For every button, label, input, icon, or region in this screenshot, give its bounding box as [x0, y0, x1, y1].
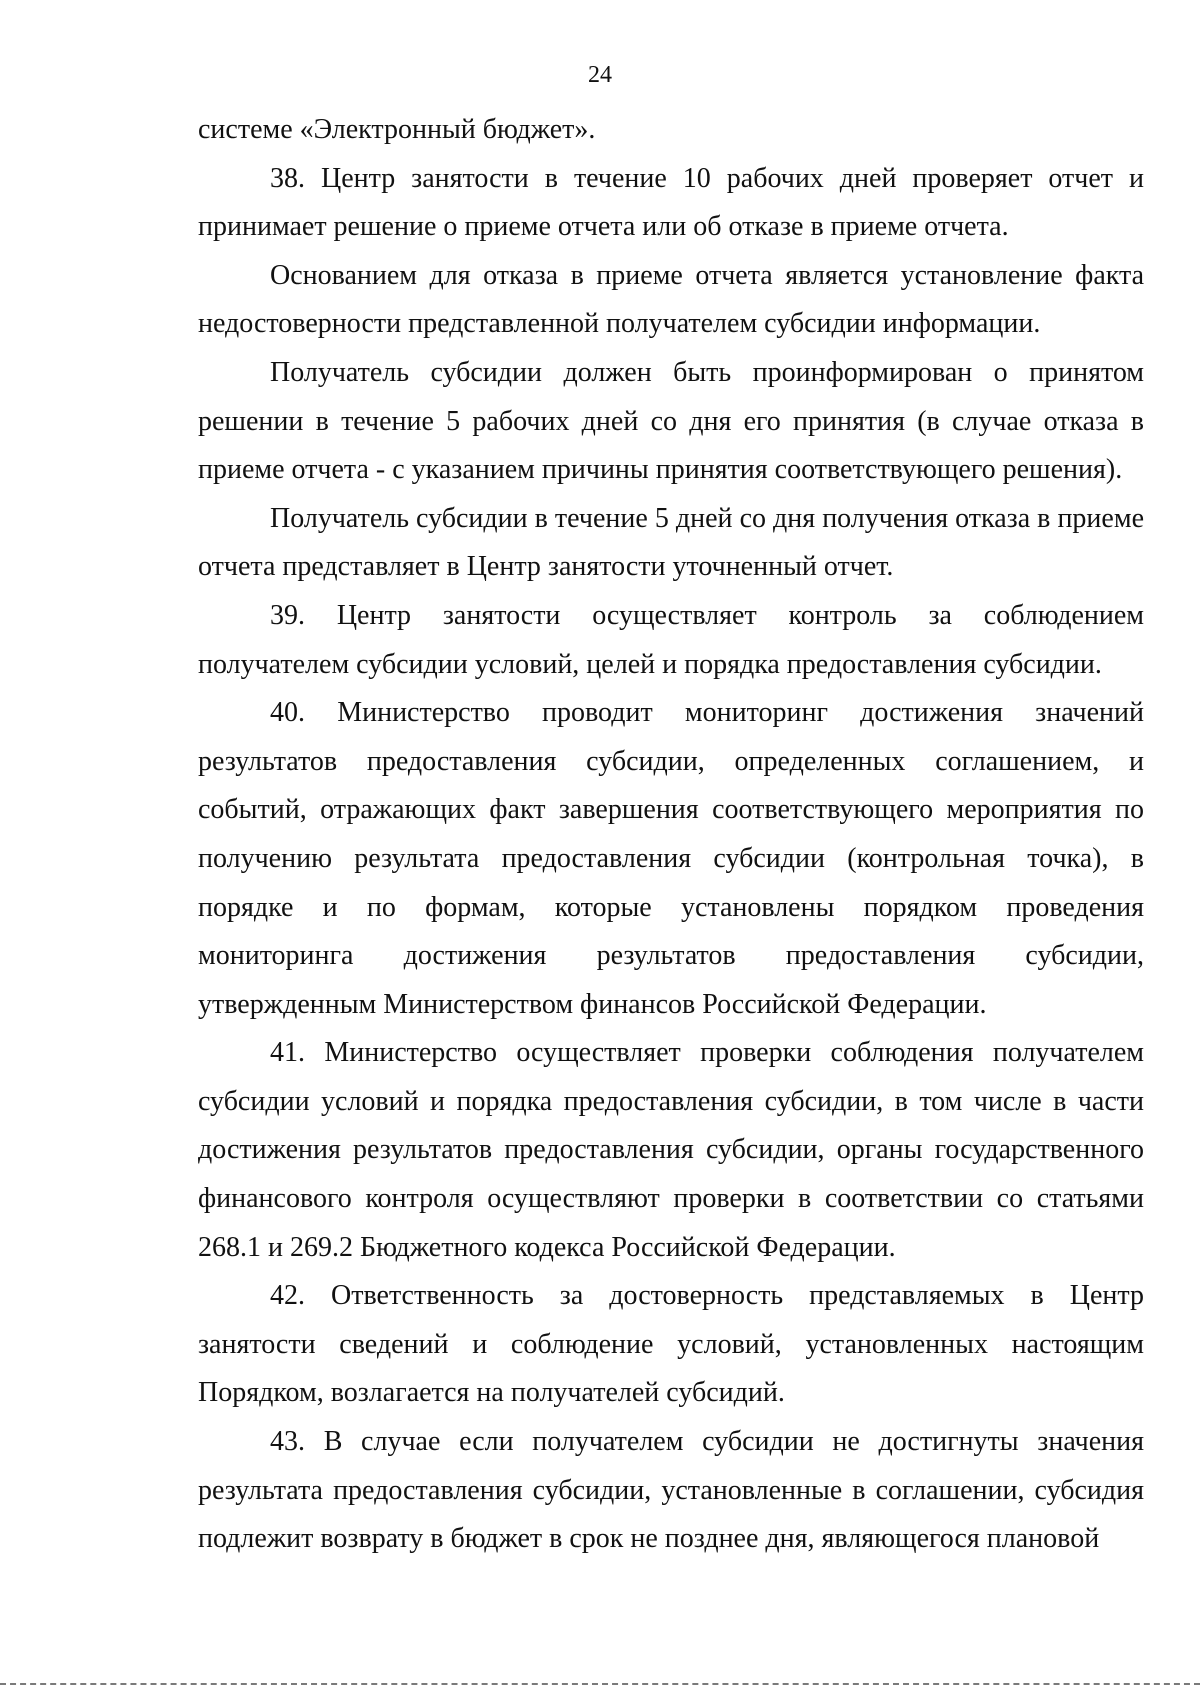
paragraph-notification: Получатель субсидии должен быть проинформирован о принятом решении в течение 5 рабочих дней со дня его принятия (в случае отказа в приеме отчета - с указанием причины принятия соответствующего решения).	[198, 356, 1144, 486]
paragraph-corrected-report: Получатель субсидии в течение 5 дней со дня получения отказа в приеме отчета представляет в Центр занятости уточненный отчет.	[198, 502, 1144, 583]
paragraph-refusal-grounds: Основанием для отказа в приеме отчета является установление факта недостоверности представленной получателем субсидии информации.	[198, 259, 1144, 340]
paragraph-39: 39. Центр занятости осуществляет контроль за соблюдением получателем субсидии условий, целей и порядка предоставления субсидии.	[198, 599, 1144, 680]
document-body	[198, 106, 1144, 1564]
page-number: 24	[588, 62, 612, 88]
paragraph-43: 43. В случае если получателем субсидии не достигнуты значения результата предоставления субсидии, установленные в соглашении, субсидия подлежит возврату в бюджет в срок не позднее дня, являющегося плановой	[198, 1426, 1144, 1555]
bottom-scan-line	[0, 1683, 1200, 1685]
paragraph-40: 40. Министерство проводит мониторинг достижения значений результатов предоставления субсидии, определенных соглашением, и событий, отражающих факт завершения соответствующего мероприятия по получению результата предоставления субсидии (контрольная точка), в порядке и по формам, которые установлены порядком проведения мониторинга достижения результатов предоставления субсидии, утвержденным Министерством финансов Российской Федерации.	[198, 697, 1144, 1020]
paragraph-42: 42. Ответственность за достоверность представляемых в Центр занятости сведений и соблюдение условий, установленных настоящим Порядком, возлагается на получателей субсидий.	[198, 1280, 1144, 1409]
paragraph-41: 41. Министерство осуществляет проверки соблюдения получателем субсидии условий и порядка предоставления субсидии, в том числе в части достижения результатов предоставления субсидии, органы государственного финансового контроля осуществляют проверки в соответствии со статьями 268.1 и 269.2 Бюджетного кодекса Российской Федерации.	[198, 1037, 1144, 1263]
paragraph-continuation: системе «Электронный бюджет».	[198, 114, 596, 145]
paragraph-38: 38. Центр занятости в течение 10 рабочих дней проверяет отчет и принимает решение о приеме отчета или об отказе в приеме отчета.	[198, 162, 1144, 243]
